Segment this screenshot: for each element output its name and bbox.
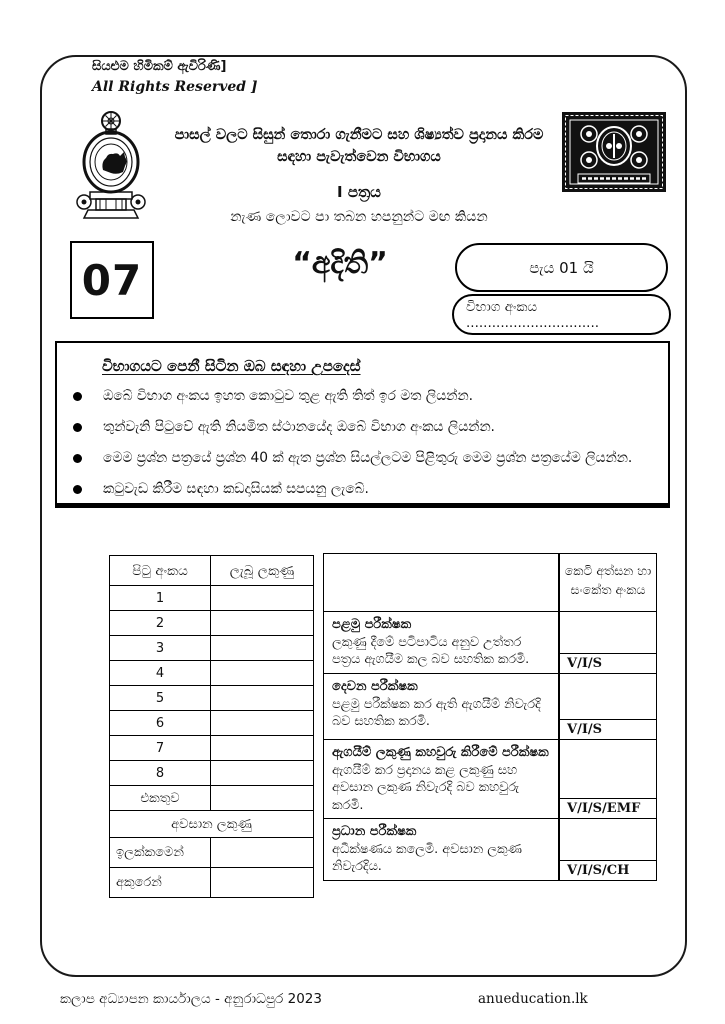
page-number-cell: 8 xyxy=(110,761,211,786)
table-row xyxy=(324,740,657,819)
marks-cell xyxy=(211,711,314,736)
code-header: කෙටි අත්සන හා සංකේත අංකය xyxy=(559,554,657,612)
table-row xyxy=(110,811,314,838)
examiner-code-cell xyxy=(559,740,657,819)
signature-space xyxy=(560,612,656,653)
index-number-label: විභාග අංකය ............................... xyxy=(466,298,600,331)
total-label: එකතුව xyxy=(110,786,211,811)
subject-number-box xyxy=(70,241,154,319)
table-row xyxy=(110,838,314,868)
rights-sinhala: සියළුම හිමිකම් ඇවිරිණි] xyxy=(92,59,227,74)
rights-reserved xyxy=(92,58,258,97)
instruction-item: ඔබේ විභාග අංකය ඉහත කොටුව තුළ ඇති තිත් ඉර මත ලියන්න. xyxy=(57,388,668,406)
subject-number: 07 xyxy=(81,255,143,305)
in-figures-label: ඉලක්කමෙන් xyxy=(110,838,211,868)
table-row xyxy=(110,556,314,586)
index-number-field xyxy=(452,294,671,335)
marks-cell xyxy=(211,611,314,636)
col-header-marks: ලැබූ ලකුණු xyxy=(211,556,314,586)
table-row xyxy=(110,661,314,686)
table-row xyxy=(324,819,657,881)
signature-space xyxy=(560,819,656,860)
page-number-cell: 5 xyxy=(110,686,211,711)
examiner-desc: ප්‍රධාන පරීක්ෂක අධීක්ෂණය කලෙමි. අවසාන ලකුණ නිවැරදිය. xyxy=(324,819,560,881)
table-row xyxy=(110,786,314,811)
exam-name-line2: සඳහා පැවැත්වෙන විභාගය xyxy=(277,149,441,166)
table-row xyxy=(110,686,314,711)
duration-text: පැය 01 යි xyxy=(529,258,594,277)
marks-cell xyxy=(211,736,314,761)
page-number-cell: 1 xyxy=(110,586,211,611)
table-row xyxy=(110,586,314,611)
paper-number: I පත්‍රය xyxy=(337,182,381,201)
code-value: V/I/S xyxy=(560,653,656,673)
table-row xyxy=(110,736,314,761)
sri-lanka-emblem-icon xyxy=(70,110,152,222)
instruction-item: මෙම ප්‍රශ්න පත්‍රයේ ප්‍රශ්න 40 ක් ඇත ප්‍රශ්න සියල්ලටම පිළිතුරු මෙම ප්‍රශ්න පත්‍රයේම ලියන්න. xyxy=(57,450,668,468)
page-number-cell: 4 xyxy=(110,661,211,686)
total-cell xyxy=(211,786,314,811)
marks-cell xyxy=(211,636,314,661)
in-figures-cell xyxy=(211,838,314,868)
table-row xyxy=(324,674,657,740)
marks-cell xyxy=(211,661,314,686)
instructions-list xyxy=(57,388,668,499)
marks-cell xyxy=(211,686,314,711)
examiner-code-cell xyxy=(559,819,657,881)
page-number-cell: 2 xyxy=(110,611,211,636)
examiner-code-cell xyxy=(559,612,657,674)
motto-line: නැණ ලොවට පා තබන හපනුන්ට මඟ කියන xyxy=(230,208,488,225)
footer-website: anueducation.lk xyxy=(478,991,588,1007)
table-row xyxy=(324,554,657,612)
marks-cell xyxy=(211,586,314,611)
code-value: V/I/S xyxy=(560,719,656,739)
examiner-desc: පළමු පරීක්ෂක ලකුණු දීමේ පටිපාටිය අනුව උත්තර පත්‍රය ඇගයීම කල බව සහතික කරමි. xyxy=(324,612,560,674)
rights-english: All Rights Reserved ] xyxy=(92,78,258,95)
col-header-page: පිටු අංකය xyxy=(110,556,211,586)
table-row xyxy=(110,868,314,898)
zonal-education-seal-icon xyxy=(562,112,666,192)
table-row xyxy=(110,611,314,636)
header-block xyxy=(163,124,555,225)
table-row xyxy=(110,761,314,786)
examiner-desc: දෙවන පරීක්ෂක පළමු පරීක්ෂක කර ඇති ඇගයීම් නිවැරදි බව සහතික කරමි. xyxy=(324,674,560,740)
exam-name-line1: පාසල් වලට සිසුන් තොරා ගැනීමට සහ ශිෂ්‍යත්ව ප්‍රදානය කිරම xyxy=(174,127,544,143)
code-value: V/I/S/CH xyxy=(560,860,656,880)
instructions-heading: විභාගයට පෙනී සිටින ඔබ සඳහා උපදෙස් xyxy=(102,357,361,375)
instructions-box xyxy=(55,341,670,508)
table-row xyxy=(324,612,657,674)
code-value: V/I/S/EMF xyxy=(560,798,656,818)
page-number-cell: 7 xyxy=(110,736,211,761)
in-words-label: අකුරෙන් xyxy=(110,868,211,898)
final-marks-label: අවසාන ලකුණු xyxy=(110,811,314,838)
signature-space xyxy=(560,674,656,719)
page-number-cell: 3 xyxy=(110,636,211,661)
marks-cell xyxy=(211,761,314,786)
page-number-cell: 6 xyxy=(110,711,211,736)
signature-space xyxy=(560,740,656,798)
examiner-code-cell xyxy=(559,674,657,740)
marks-table xyxy=(109,555,314,898)
examiner-desc: ඇගයීම් ලකුණු කහවුරු කිරීමේ පරීක්ෂක ඇගයීම් කර ප්‍රදානය කළ ලකුණු සහ අවසාන ලකුණ නිවැරදි බව කහවුරු කරමි. xyxy=(324,740,560,819)
paper-title: “අදිති” xyxy=(292,246,388,281)
examiner-header-empty xyxy=(324,554,560,612)
footer-office: කලාප අධ්‍යාපන කාර්යාලය - අනුරාධපුර 2023 xyxy=(60,991,322,1007)
examiner-table xyxy=(323,553,657,881)
in-words-cell xyxy=(211,868,314,898)
table-row xyxy=(110,711,314,736)
instruction-item: තුන්වැනි පිටුවේ ඇති නියමිත ස්ථානයේද ඔබේ විභාග අංකය ලියන්න. xyxy=(57,419,668,437)
table-row xyxy=(110,636,314,661)
instruction-item: කටුවැඩ කිරීම සඳහා කඩදාසියක් සපයනු ලැබේ. xyxy=(57,481,668,499)
duration-badge xyxy=(455,243,668,292)
